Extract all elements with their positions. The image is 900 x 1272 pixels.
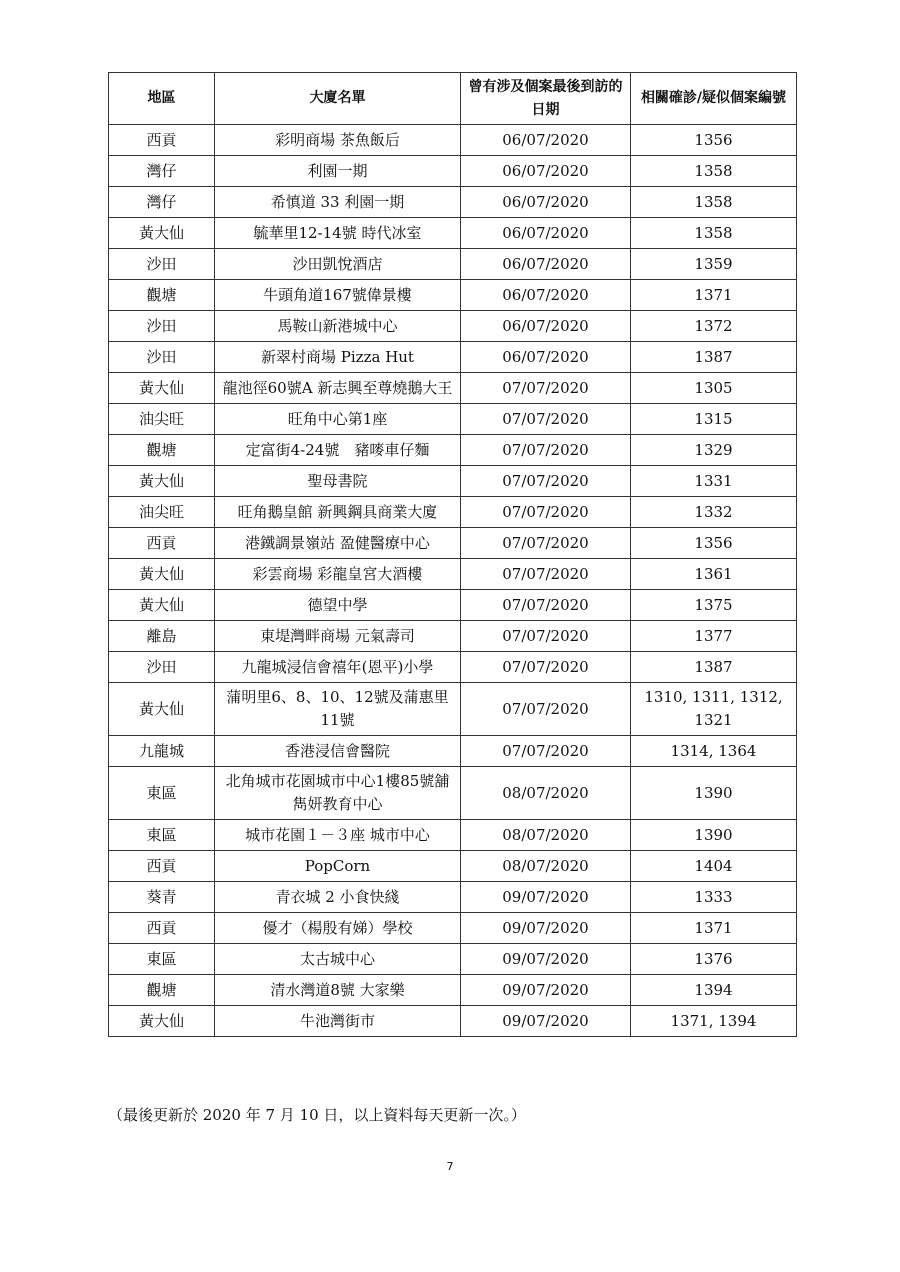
cell-date: 06/07/2020 bbox=[461, 249, 631, 280]
cell-date: 08/07/2020 bbox=[461, 767, 631, 820]
page-number: 7 bbox=[446, 1160, 454, 1173]
header-district: 地區 bbox=[109, 73, 215, 125]
cell-case-numbers: 1404 bbox=[631, 851, 797, 882]
table-row bbox=[109, 652, 797, 683]
cell-case-numbers: 1315 bbox=[631, 404, 797, 435]
cell-case-numbers: 1390 bbox=[631, 820, 797, 851]
cell-date: 07/07/2020 bbox=[461, 435, 631, 466]
table-row bbox=[109, 882, 797, 913]
cell-building: 毓華里12-14號 時代冰室 bbox=[215, 218, 461, 249]
cell-district: 觀塘 bbox=[109, 280, 215, 311]
table-row bbox=[109, 342, 797, 373]
cell-district: 西貢 bbox=[109, 528, 215, 559]
cell-building: 清水灣道8號 大家樂 bbox=[215, 975, 461, 1006]
cell-district: 沙田 bbox=[109, 652, 215, 683]
table-row bbox=[109, 528, 797, 559]
cell-district: 黃大仙 bbox=[109, 373, 215, 404]
cell-building: 定富街4-24號 豬嘜車仔麵 bbox=[215, 435, 461, 466]
cell-district: 東區 bbox=[109, 820, 215, 851]
cell-district: 油尖旺 bbox=[109, 404, 215, 435]
cell-date: 06/07/2020 bbox=[461, 125, 631, 156]
cell-case-numbers: 1358 bbox=[631, 187, 797, 218]
cell-building: 彩明商場 茶魚飯后 bbox=[215, 125, 461, 156]
cell-date: 06/07/2020 bbox=[461, 311, 631, 342]
cell-district: 西貢 bbox=[109, 851, 215, 882]
cell-case-numbers: 1371, 1394 bbox=[631, 1006, 797, 1037]
cell-date: 06/07/2020 bbox=[461, 342, 631, 373]
table-row bbox=[109, 736, 797, 767]
header-building: 大廈名單 bbox=[215, 73, 461, 125]
cell-building: PopCorn bbox=[215, 851, 461, 882]
header-case-numbers: 相關確診/疑似個案編號 bbox=[631, 73, 797, 125]
cell-case-numbers: 1333 bbox=[631, 882, 797, 913]
cell-building: 城市花園１－３座 城市中心 bbox=[215, 820, 461, 851]
cell-case-numbers: 1361 bbox=[631, 559, 797, 590]
cell-case-numbers: 1331 bbox=[631, 466, 797, 497]
cell-date: 07/07/2020 bbox=[461, 590, 631, 621]
table-header-row bbox=[109, 73, 797, 125]
cell-date: 09/07/2020 bbox=[461, 975, 631, 1006]
table-row bbox=[109, 767, 797, 820]
cell-case-numbers: 1390 bbox=[631, 767, 797, 820]
cell-district: 東區 bbox=[109, 944, 215, 975]
cell-district: 離島 bbox=[109, 621, 215, 652]
table-row bbox=[109, 435, 797, 466]
cell-district: 西貢 bbox=[109, 913, 215, 944]
cell-date: 08/07/2020 bbox=[461, 851, 631, 882]
cell-district: 東區 bbox=[109, 767, 215, 820]
cell-date: 09/07/2020 bbox=[461, 1006, 631, 1037]
table-row bbox=[109, 280, 797, 311]
table-row bbox=[109, 156, 797, 187]
cell-district: 葵青 bbox=[109, 882, 215, 913]
cell-case-numbers: 1387 bbox=[631, 652, 797, 683]
cell-district: 沙田 bbox=[109, 311, 215, 342]
cell-building: 優才（楊殷有娣）學校 bbox=[215, 913, 461, 944]
table-row bbox=[109, 311, 797, 342]
cell-date: 06/07/2020 bbox=[461, 156, 631, 187]
table-row bbox=[109, 404, 797, 435]
cell-district: 灣仔 bbox=[109, 187, 215, 218]
table-row bbox=[109, 187, 797, 218]
table-row bbox=[109, 913, 797, 944]
cell-case-numbers: 1310, 1311, 1312, 1321 bbox=[631, 683, 797, 736]
cell-district: 觀塘 bbox=[109, 975, 215, 1006]
header-last-visit-date: 曾有涉及個案最後到訪的日期 bbox=[461, 73, 631, 125]
update-footnote: （最後更新於 2020 年 7 月 10 日，以上資料每天更新一次。） bbox=[108, 1106, 526, 1124]
cell-date: 07/07/2020 bbox=[461, 652, 631, 683]
table-row bbox=[109, 466, 797, 497]
table-row bbox=[109, 820, 797, 851]
cell-case-numbers: 1376 bbox=[631, 944, 797, 975]
cell-building: 希慎道 33 利園一期 bbox=[215, 187, 461, 218]
cell-building: 旺角中心第1座 bbox=[215, 404, 461, 435]
cell-case-numbers: 1371 bbox=[631, 280, 797, 311]
cell-district: 西貢 bbox=[109, 125, 215, 156]
cell-district: 灣仔 bbox=[109, 156, 215, 187]
cell-case-numbers: 1356 bbox=[631, 125, 797, 156]
table-row bbox=[109, 683, 797, 736]
building-list-table bbox=[108, 72, 797, 1037]
cell-case-numbers: 1394 bbox=[631, 975, 797, 1006]
table-row bbox=[109, 944, 797, 975]
table-row bbox=[109, 125, 797, 156]
cell-case-numbers: 1332 bbox=[631, 497, 797, 528]
cell-building: 德望中學 bbox=[215, 590, 461, 621]
table-row bbox=[109, 559, 797, 590]
cell-district: 黃大仙 bbox=[109, 559, 215, 590]
table-row bbox=[109, 497, 797, 528]
cell-building: 牛池灣街市 bbox=[215, 1006, 461, 1037]
cell-district: 油尖旺 bbox=[109, 497, 215, 528]
cell-district: 黃大仙 bbox=[109, 218, 215, 249]
table-row bbox=[109, 621, 797, 652]
cell-date: 07/07/2020 bbox=[461, 528, 631, 559]
cell-building: 香港浸信會醫院 bbox=[215, 736, 461, 767]
cell-building: 新翠村商場 Pizza Hut bbox=[215, 342, 461, 373]
cell-date: 06/07/2020 bbox=[461, 218, 631, 249]
cell-district: 黃大仙 bbox=[109, 590, 215, 621]
table-row bbox=[109, 590, 797, 621]
table-row bbox=[109, 1006, 797, 1037]
cell-date: 07/07/2020 bbox=[461, 736, 631, 767]
cell-date: 07/07/2020 bbox=[461, 373, 631, 404]
cell-district: 沙田 bbox=[109, 342, 215, 373]
cell-district: 黃大仙 bbox=[109, 466, 215, 497]
table-header bbox=[109, 73, 797, 125]
cell-building: 彩雲商場 彩龍皇宮大酒樓 bbox=[215, 559, 461, 590]
cell-building: 聖母書院 bbox=[215, 466, 461, 497]
cell-building: 港鐵調景嶺站 盈健醫療中心 bbox=[215, 528, 461, 559]
table-row bbox=[109, 975, 797, 1006]
cell-case-numbers: 1359 bbox=[631, 249, 797, 280]
cell-building: 沙田凱悅酒店 bbox=[215, 249, 461, 280]
cell-case-numbers: 1314, 1364 bbox=[631, 736, 797, 767]
cell-date: 07/07/2020 bbox=[461, 683, 631, 736]
cell-date: 08/07/2020 bbox=[461, 820, 631, 851]
cell-building: 北角城市花園城市中心1樓85號舖雋妍教育中心 bbox=[215, 767, 461, 820]
cell-case-numbers: 1358 bbox=[631, 156, 797, 187]
cell-case-numbers: 1377 bbox=[631, 621, 797, 652]
cell-case-numbers: 1372 bbox=[631, 311, 797, 342]
cell-date: 09/07/2020 bbox=[461, 882, 631, 913]
table-row bbox=[109, 373, 797, 404]
cell-date: 06/07/2020 bbox=[461, 280, 631, 311]
cell-building: 利園一期 bbox=[215, 156, 461, 187]
cell-district: 沙田 bbox=[109, 249, 215, 280]
table-row bbox=[109, 218, 797, 249]
cell-building: 馬鞍山新港城中心 bbox=[215, 311, 461, 342]
cell-case-numbers: 1387 bbox=[631, 342, 797, 373]
cell-building: 旺角鵝皇館 新興鋼具商業大廈 bbox=[215, 497, 461, 528]
cell-date: 07/07/2020 bbox=[461, 404, 631, 435]
cell-case-numbers: 1305 bbox=[631, 373, 797, 404]
table-body bbox=[109, 125, 797, 1037]
cell-building: 東堤灣畔商場 元氣壽司 bbox=[215, 621, 461, 652]
cell-case-numbers: 1329 bbox=[631, 435, 797, 466]
cell-case-numbers: 1356 bbox=[631, 528, 797, 559]
cell-building: 九龍城浸信會禧年(恩平)小學 bbox=[215, 652, 461, 683]
cell-date: 07/07/2020 bbox=[461, 466, 631, 497]
table-row bbox=[109, 851, 797, 882]
cell-building: 龍池徑60號A 新志興至尊燒鵝大王 bbox=[215, 373, 461, 404]
cell-district: 觀塘 bbox=[109, 435, 215, 466]
cell-case-numbers: 1375 bbox=[631, 590, 797, 621]
cell-date: 09/07/2020 bbox=[461, 913, 631, 944]
cell-district: 黃大仙 bbox=[109, 683, 215, 736]
cell-district: 九龍城 bbox=[109, 736, 215, 767]
cell-date: 07/07/2020 bbox=[461, 497, 631, 528]
cell-case-numbers: 1358 bbox=[631, 218, 797, 249]
cell-case-numbers: 1371 bbox=[631, 913, 797, 944]
cell-date: 06/07/2020 bbox=[461, 187, 631, 218]
cell-date: 07/07/2020 bbox=[461, 559, 631, 590]
cell-building: 蒲明里6、8、10、12號及蒲惠里11號 bbox=[215, 683, 461, 736]
cell-date: 07/07/2020 bbox=[461, 621, 631, 652]
table-row bbox=[109, 249, 797, 280]
cell-building: 牛頭角道167號偉景樓 bbox=[215, 280, 461, 311]
cell-building: 青衣城 2 小食快綫 bbox=[215, 882, 461, 913]
cell-district: 黃大仙 bbox=[109, 1006, 215, 1037]
cell-date: 09/07/2020 bbox=[461, 944, 631, 975]
cell-building: 太古城中心 bbox=[215, 944, 461, 975]
